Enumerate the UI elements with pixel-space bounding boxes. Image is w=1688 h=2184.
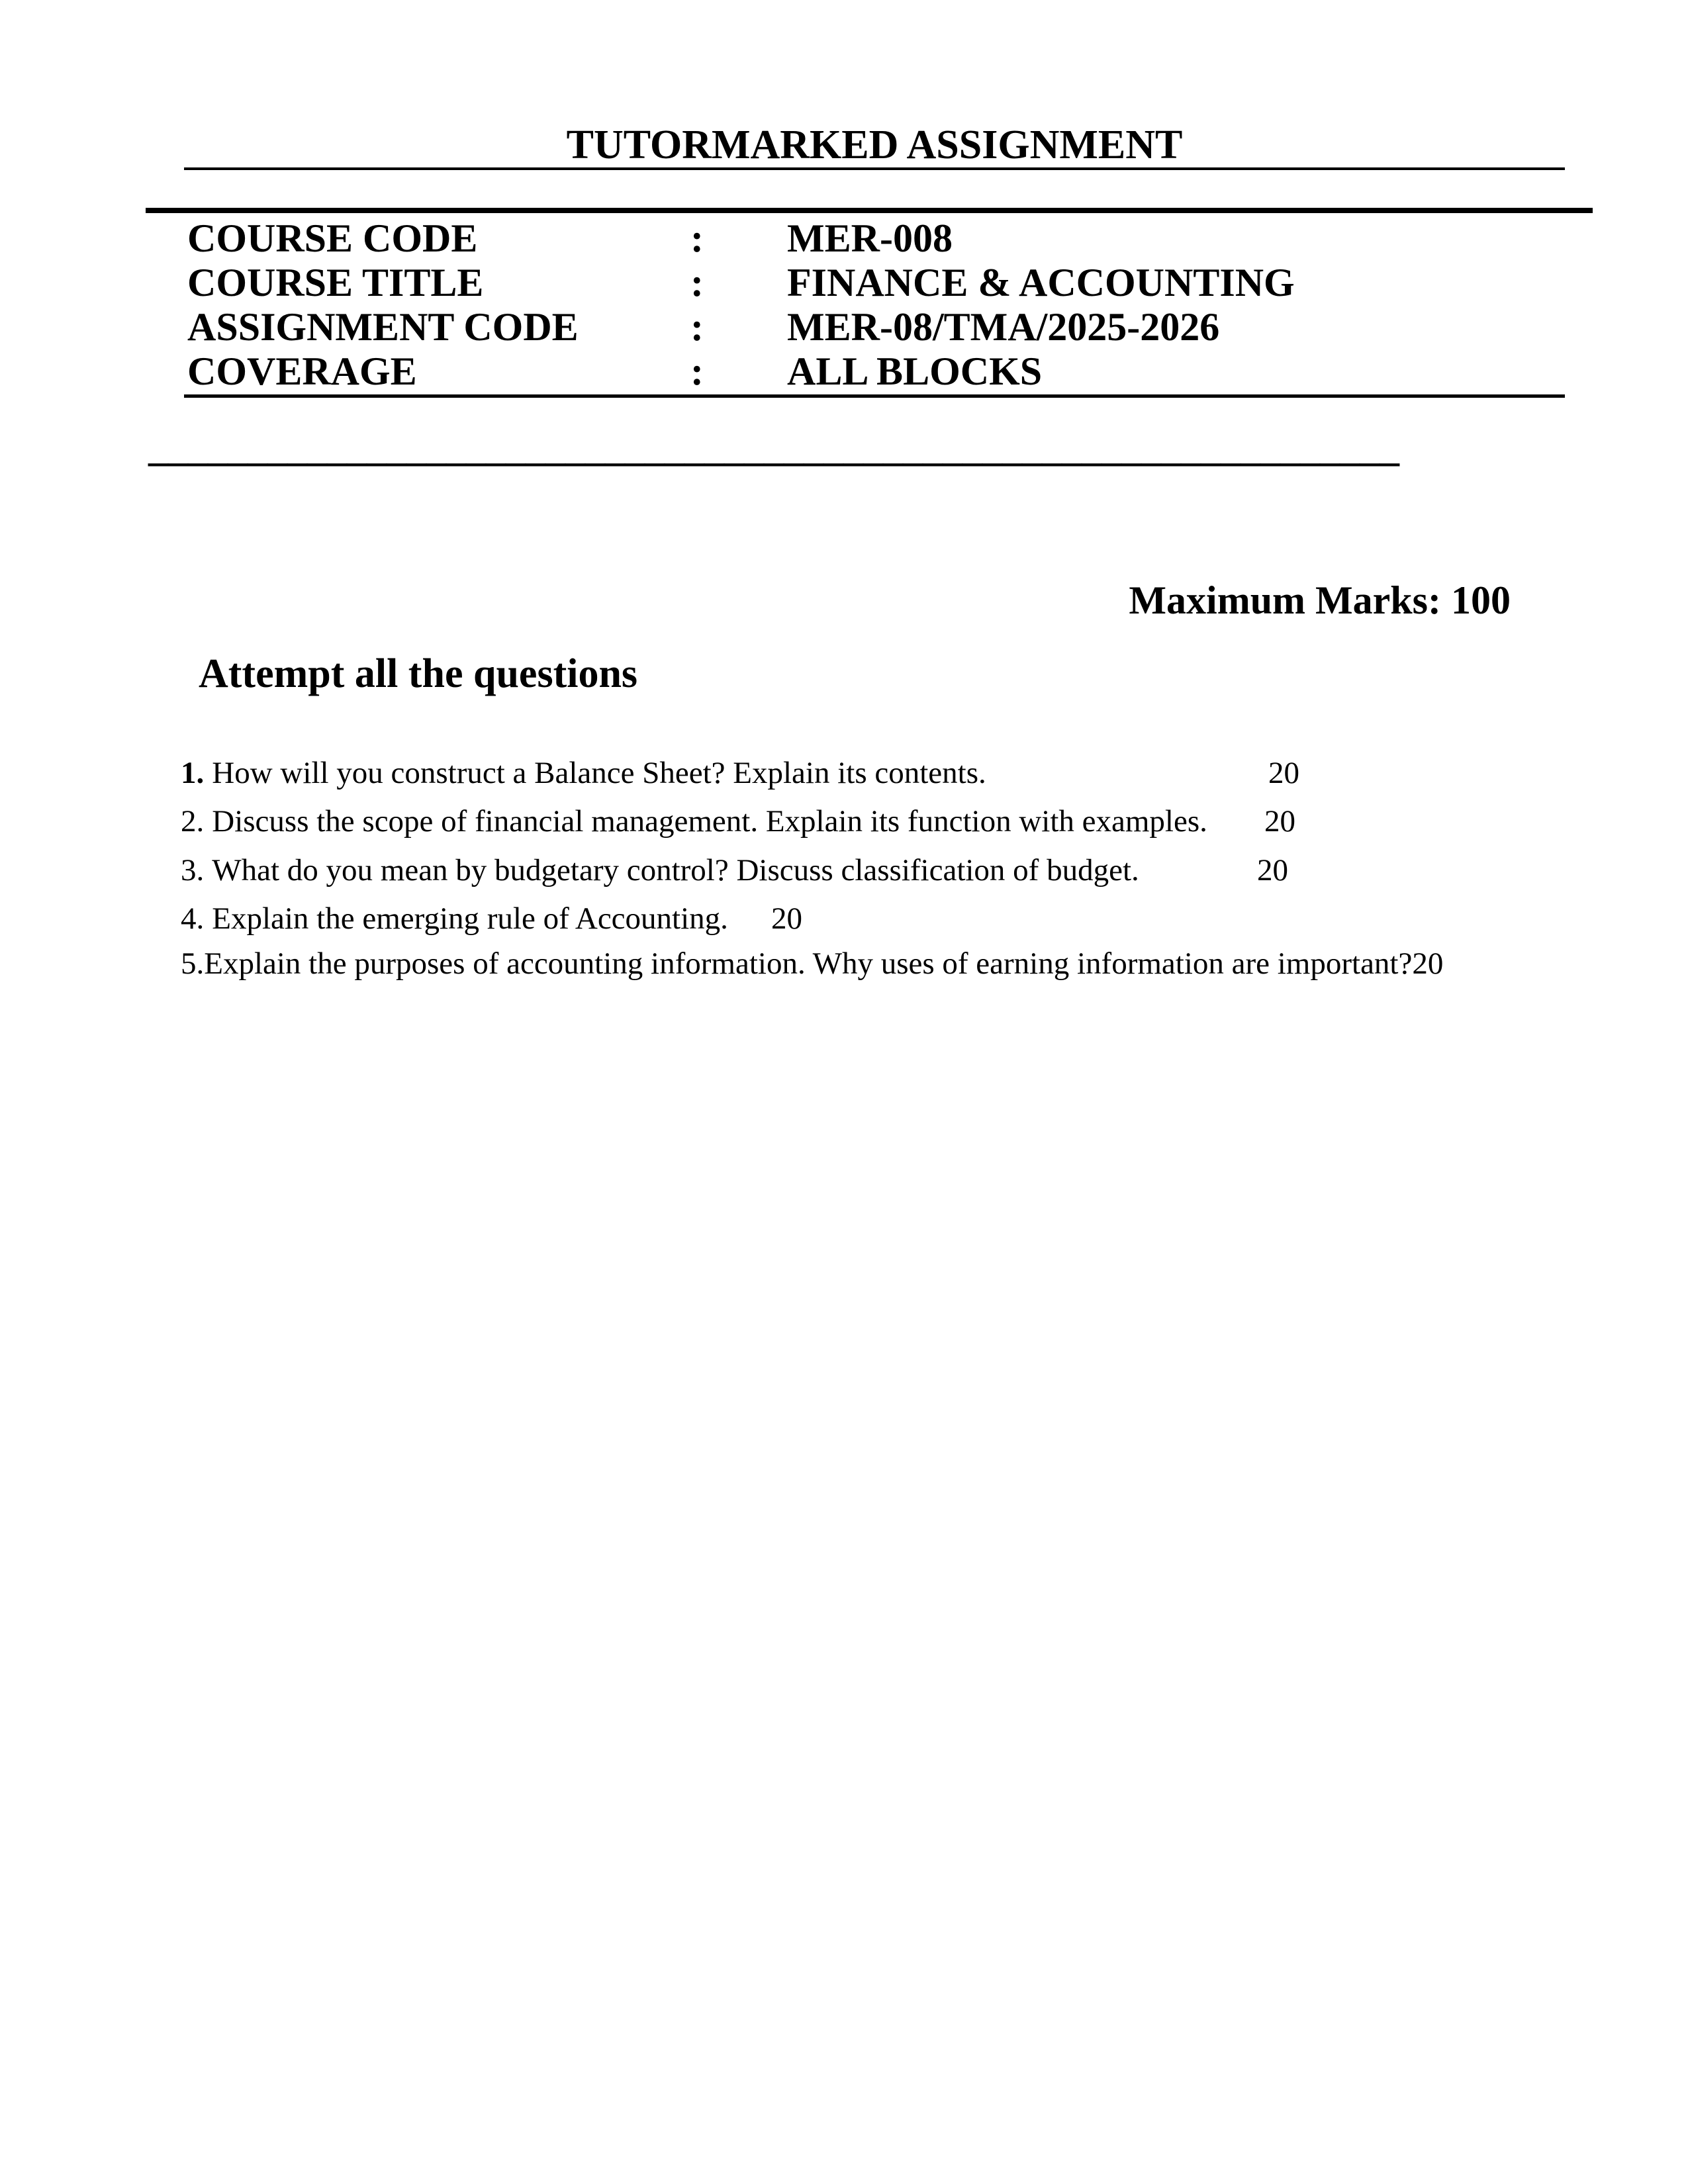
question-1-marks: 20 bbox=[1268, 756, 1299, 790]
underscore-separator-line: _______________________________________________________________ bbox=[148, 426, 1399, 469]
course-title-value: FINANCE & ACCOUNTING bbox=[787, 261, 1295, 304]
document-title: TUTORMARKED ASSIGNMENT bbox=[566, 122, 1183, 167]
question-1-number: 1. bbox=[181, 756, 205, 790]
question-3-text: What do you mean by budgetary control? Discuss classification of budget. bbox=[212, 853, 1139, 887]
coverage-colon: : bbox=[690, 349, 704, 393]
coverage-value: ALL BLOCKS bbox=[787, 349, 1043, 393]
course-title-colon: : bbox=[690, 261, 704, 304]
question-4-number: 4. bbox=[181, 901, 205, 936]
question-3-marks: 20 bbox=[1257, 853, 1288, 887]
question-row-2 bbox=[181, 805, 1571, 838]
question-2-text: Discuss the scope of financial management. Explain its function with examples. bbox=[212, 804, 1207, 839]
coverage-label: COVERAGE bbox=[187, 349, 417, 393]
course-code-value: MER-008 bbox=[787, 216, 953, 260]
question-row-5 bbox=[181, 947, 1571, 980]
question-1-text: How will you construct a Balance Sheet? Explain its contents. bbox=[212, 756, 986, 790]
course-code-row bbox=[187, 216, 1568, 261]
question-row-4 bbox=[181, 902, 1571, 935]
question-3-number: 3. bbox=[181, 853, 205, 887]
question-row-1 bbox=[181, 756, 1571, 790]
assignment-code-label: ASSIGNMENT CODE bbox=[187, 305, 579, 349]
assignment-code-colon: : bbox=[690, 305, 704, 349]
question-5-number: 5. bbox=[181, 946, 205, 981]
course-table-top-rule bbox=[146, 208, 1593, 213]
assignment-code-row bbox=[187, 305, 1568, 349]
title-underline-rule bbox=[184, 167, 1565, 170]
question-5-text: Explain the purposes of accounting information. Why uses of earning information are important? bbox=[204, 946, 1413, 981]
assignment-code-value: MER-08/TMA/2025-2026 bbox=[787, 305, 1220, 349]
question-4-marks: 20 bbox=[771, 901, 802, 936]
course-code-colon: : bbox=[690, 216, 704, 260]
course-table-bottom-rule bbox=[184, 394, 1565, 398]
course-title-label: COURSE TITLE bbox=[187, 261, 484, 304]
course-info-table bbox=[187, 216, 1568, 394]
course-title-row bbox=[187, 261, 1568, 305]
instruction-text: Attempt all the questions bbox=[199, 651, 638, 696]
question-row-3 bbox=[181, 854, 1571, 887]
question-2-number: 2. bbox=[181, 804, 205, 839]
question-5-marks: 20 bbox=[1412, 946, 1444, 981]
question-4-text: Explain the emerging rule of Accounting. bbox=[212, 901, 728, 936]
question-2-marks: 20 bbox=[1264, 804, 1295, 839]
course-code-label: COURSE CODE bbox=[187, 216, 478, 260]
maximum-marks-label: Maximum Marks: 100 bbox=[1129, 578, 1511, 622]
coverage-row bbox=[187, 349, 1568, 394]
